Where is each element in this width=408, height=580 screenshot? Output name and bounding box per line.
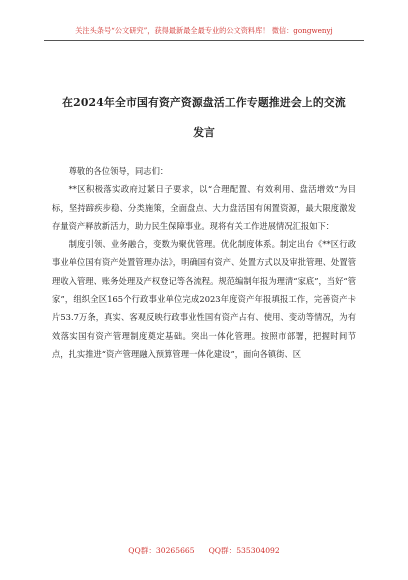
header-note: 关注头条号“公文研究”，获得最新最全最专业的公文资料库！ 微信：gongwenyj xyxy=(75,26,333,35)
paragraph: 制度引领、业务融合，变数为聚优管理。优化制度体系。制定出台《**区行政事业单位国有资产处置管理办法》，明确国有资产、处置方式以及审批管理、处置管理收入管理、账务处理及产权登记等各流程。规范编制年报为理清“家底”，当好“管家”，组织全区165个行政事业单位完成2023年度资产年报填报工作，完善资产卡片53.7万条，真实、客观反映行政事业性国有资产占有、使用、变动等情况，为有效落实国有资产管理制度奠定基础。突出一体化管理。按照市部署，把握时间节点，扎实推进“资产管理融入预算管理一体化建设”，面向各镇街、区 xyxy=(52,239,356,359)
footer-qq-group-1: QQ群：30265665 xyxy=(128,546,195,555)
document-title: 在2024年全市国有资产资源盘活工作专题推进会上的交流 xyxy=(62,96,346,109)
paragraph: **区积极落实政府过紧日子要求，以“合理配置、有效利用、盘活增效”为目标，坚持蹄疾步稳、分类施策，全面盘点、大力盘活国有闲置资源，最大限度激发存量资产释放新活力，助力民生保障事业。现将有关工作进展情况汇报如下： xyxy=(52,184,356,231)
document-body xyxy=(52,162,356,363)
document-title-continued: 发言 xyxy=(193,126,215,139)
header-divider xyxy=(44,40,364,41)
footer-qq-group-2: QQ群：535304092 xyxy=(208,546,280,555)
salutation: 尊敬的各位领导，同志们： xyxy=(68,166,169,176)
footer xyxy=(0,545,408,556)
